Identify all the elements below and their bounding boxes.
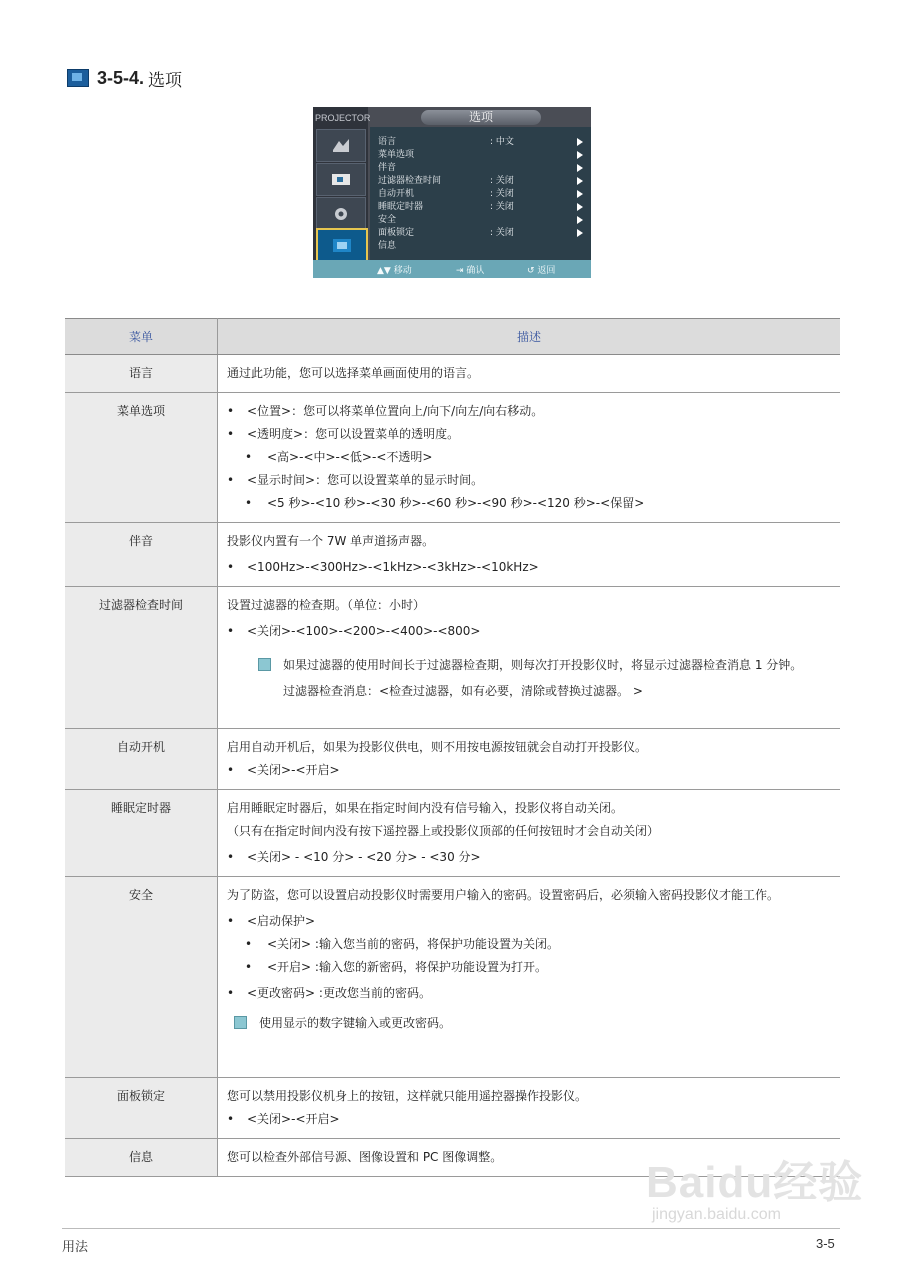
row-menu: 信息	[65, 1139, 218, 1177]
header-menu: 菜单	[65, 319, 218, 355]
osd-tab-settings	[316, 197, 366, 230]
osd-item-list	[370, 127, 591, 265]
row-desc: 启用自动开机后，如果为投影仪供电，则不用按电源按钮就会自动打开投影仪。 • <关闭>-<开启>	[218, 729, 841, 790]
page-number: 3-5	[816, 1236, 835, 1251]
watermark-logo: Baidu经验	[646, 1158, 864, 1207]
table-row	[65, 877, 840, 1078]
osd-tab-picture	[316, 129, 366, 162]
osd-item: 信息	[378, 241, 397, 251]
osd-back-hint: ↺ 返回	[527, 266, 556, 276]
screen-icon	[331, 172, 351, 187]
row-desc: 投影仪内置有一个 7W 单声道扬声器。 • <100Hz>-<300Hz>-<1kHz>-<3kHz>-<10kHz>	[218, 523, 841, 587]
arrow-right-icon	[577, 229, 583, 237]
arrow-right-icon	[577, 203, 583, 211]
section-icon	[67, 69, 89, 87]
osd-sidebar	[313, 107, 371, 267]
table-row	[65, 1078, 840, 1139]
watermark-url: jingyan.baidu.com	[652, 1206, 781, 1223]
row-menu: 面板锁定	[65, 1078, 218, 1139]
header-description: 描述	[218, 319, 841, 355]
table-row	[65, 355, 840, 393]
row-menu: 语言	[65, 355, 218, 393]
section-number: 3-5-4.	[97, 67, 145, 88]
picture-icon	[331, 138, 351, 153]
arrow-right-icon	[577, 138, 583, 146]
arrow-right-icon	[577, 190, 583, 198]
osd-brand: PROJECTOR	[315, 113, 371, 123]
osd-tab-options	[316, 228, 368, 263]
note-icon	[258, 658, 271, 671]
footer-section: 用法	[62, 1240, 89, 1255]
osd-item: 语言 : 中文	[378, 136, 583, 149]
arrow-right-icon	[577, 216, 583, 224]
arrow-right-icon	[577, 177, 583, 185]
table-row	[65, 729, 840, 790]
table-row	[65, 790, 840, 877]
row-desc: 通过此功能，您可以选择菜单画面使用的语言。	[218, 355, 841, 393]
osd-tab-setup	[316, 163, 366, 196]
osd-footer	[313, 260, 591, 278]
table-header	[65, 319, 840, 355]
osd-item: 伴音	[378, 162, 583, 175]
row-menu: 过滤器检查时间	[65, 587, 218, 729]
arrow-right-icon	[577, 164, 583, 172]
row-desc: 启用睡眠定时器后，如果在指定时间内没有信号输入，投影仪将自动关闭。 （只有在指定时间内没有按下遥控器上或投影仪顶部的任何按钮时才会自动关闭） • <关闭> - <10 分> - <20 分> - <30 分>	[218, 790, 841, 877]
section-heading	[67, 66, 182, 90]
gear-icon	[331, 206, 351, 221]
table-row	[65, 587, 840, 729]
row-desc: 您可以检查外部信号源、图像设置和 PC 图像调整。	[218, 1139, 841, 1177]
row-desc: 为了防盗，您可以设置启动投影仪时需要用户输入的密码。设置密码后，必须输入密码投影仪才能工作。 • <启动保护> • <关闭> :输入您当前的密码，将保护功能设置为关闭。 • <开启> :输入您的新密码，将保护功能设置为打开。 • <更改密码> :更改您当前的密码。 使用显示的数字键输入或更改密码。	[218, 877, 841, 1078]
osd-item: 过滤器检查时间 : 关闭	[378, 175, 583, 188]
row-menu: 菜单选项	[65, 393, 218, 523]
table-row	[65, 393, 840, 523]
row-menu: 睡眠定时器	[65, 790, 218, 877]
options-icon	[332, 238, 352, 253]
row-menu: 安全	[65, 877, 218, 1078]
row-desc: 设置过滤器的检查期。（单位：小时） • <关闭>-<100>-<200>-<400>-<800> 如果过滤器的使用时间长于过滤器检查期，则每次打开投影仪时，将显示过滤器检查消息 1 分钟。 过滤器检查消息：<检查过滤器，如有必要，清除或替换过滤器。 >	[218, 587, 841, 729]
table-row	[65, 523, 840, 587]
row-menu: 伴音	[65, 523, 218, 587]
osd-item: 面板锁定 : 关闭	[378, 227, 583, 240]
footer-divider	[62, 1228, 840, 1229]
row-menu: 自动开机	[65, 729, 218, 790]
row-desc: 您可以禁用投影仪机身上的按钮，这样就只能用遥控器操作投影仪。 • <关闭>-<开启>	[218, 1078, 841, 1139]
osd-confirm-hint: ⇥ 确认	[456, 266, 485, 276]
osd-title: 选项	[421, 110, 541, 125]
row-desc: • <位置>：您可以将菜单位置向上/向下/向左/向右移动。 • <透明度>：您可以设置菜单的透明度。 • <高>-<中>-<低>-<不透明> • <显示时间>：您可以设置菜单的显示时间。 • <5 秒>-<10 秒>-<30 秒>-<60 秒>-<90 秒>-<120 秒>-<保留>	[218, 393, 841, 523]
osd-item: 安全	[378, 214, 583, 227]
osd-move-hint: ▲▼ 移动	[377, 266, 412, 276]
section-title: 选项	[148, 70, 183, 91]
options-table	[65, 318, 840, 1177]
osd-item: 睡眠定时器 : 关闭	[378, 201, 583, 214]
note-icon	[234, 1016, 247, 1029]
osd-item: 自动开机 : 关闭	[378, 188, 583, 201]
arrow-right-icon	[577, 151, 583, 159]
osd-menu-screenshot	[313, 107, 591, 278]
osd-item: 菜单选项	[378, 149, 583, 162]
